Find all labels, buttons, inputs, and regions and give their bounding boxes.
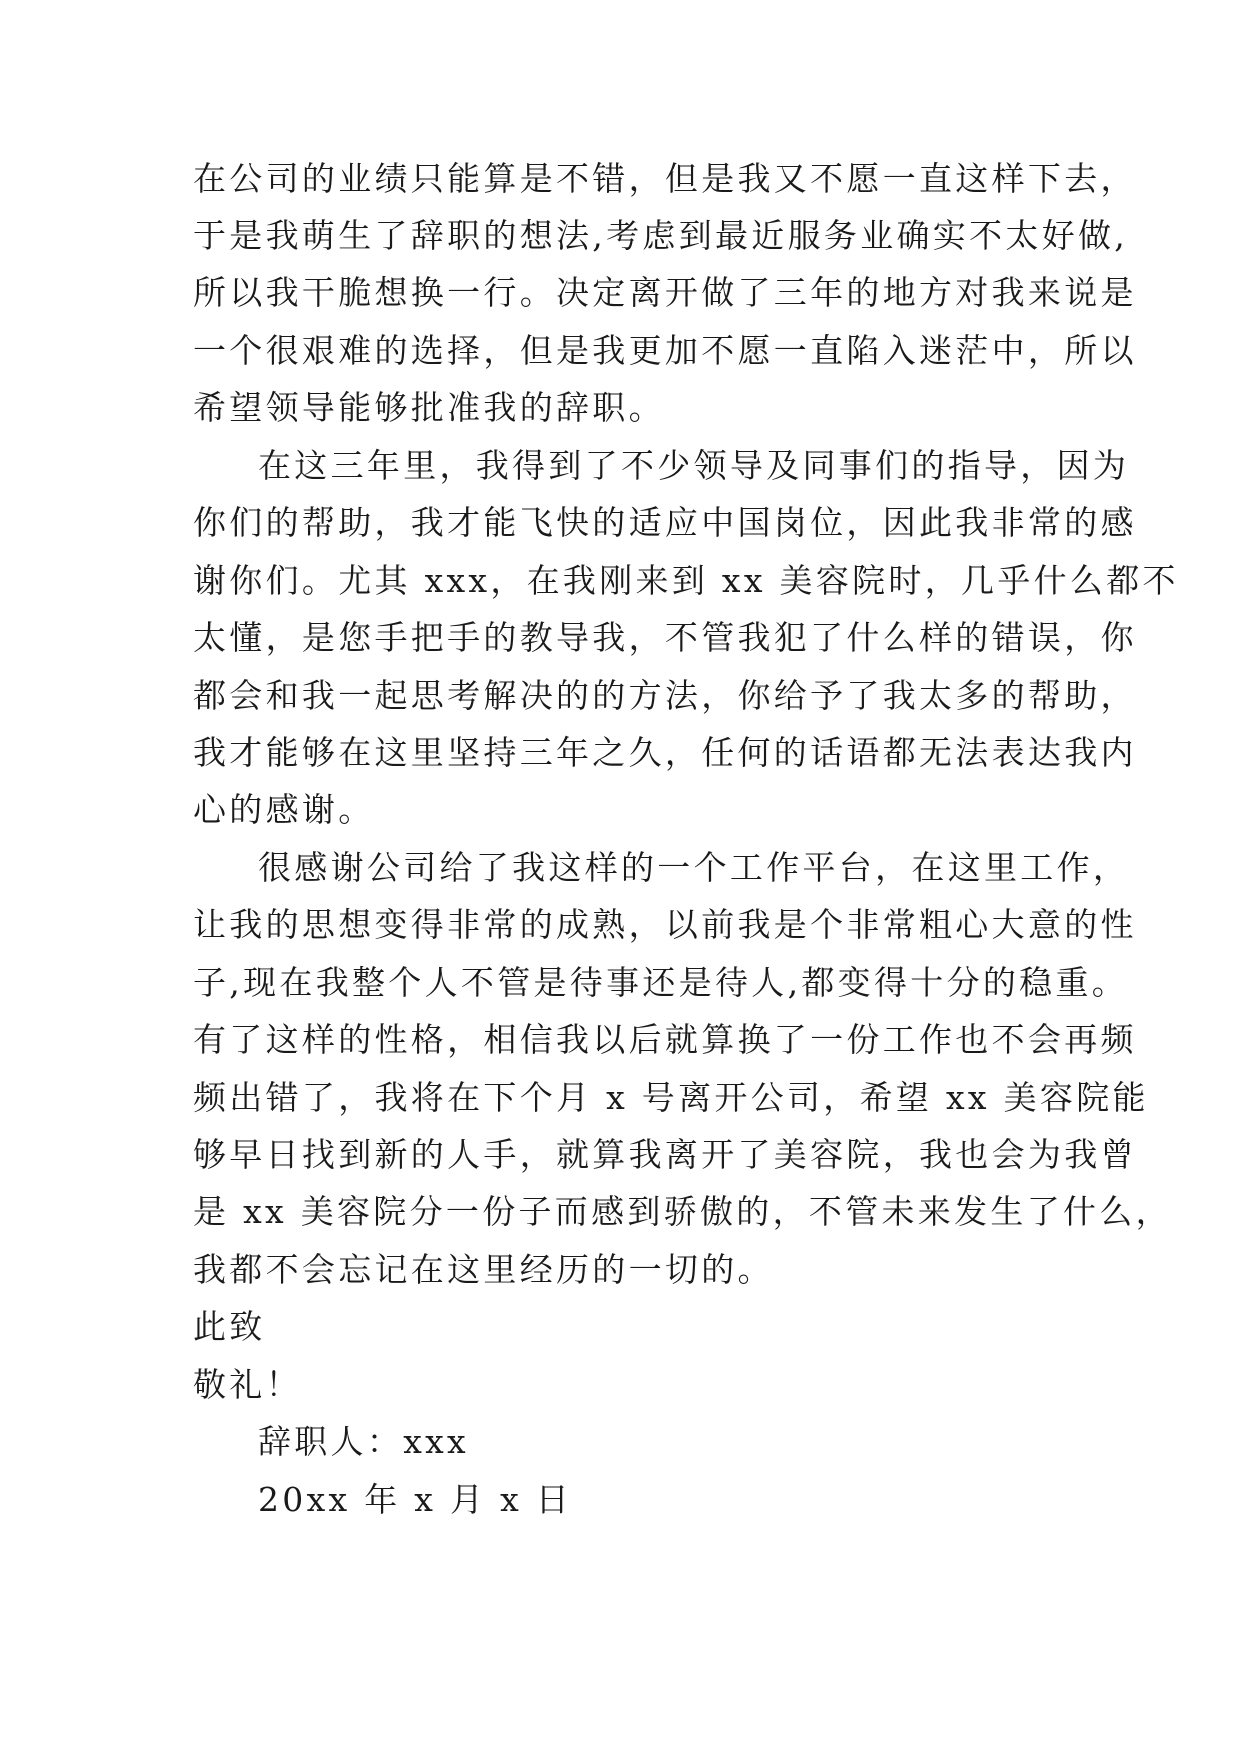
- letter-line: 很感谢公司给了我这样的一个工作平台，在这里工作，: [258, 848, 1130, 887]
- signature-line: 辞职人：xxx: [258, 1422, 469, 1461]
- letter-line: 我才能够在这里坚持三年之久，任何的话语都无法表达我内: [193, 733, 1137, 772]
- letter-line: 子,现在我整个人不管是待事还是待人,都变得十分的稳重。: [193, 963, 1129, 1002]
- letter-line: 太懂，是您手把手的教导我，不管我犯了什么样的错误，你: [193, 618, 1137, 657]
- letter-line: 你们的帮助，我才能飞快的适应中国岗位，因此我非常的感: [193, 503, 1137, 542]
- letter-line: 在公司的业绩只能算是不错，但是我又不愿一直这样下去，: [193, 159, 1137, 198]
- letter-line: 我都不会忘记在这里经历的一切的。: [193, 1250, 774, 1289]
- letter-line: 让我的思想变得非常的成熟，以前我是个非常粗心大意的性: [193, 905, 1137, 944]
- letter-line: 谢你们。尤其 xxx，在我刚来到 xx 美容院时，几乎什么都不: [193, 561, 1179, 600]
- letter-line: 有了这样的性格，相信我以后就算换了一份工作也不会再频: [193, 1020, 1137, 1059]
- letter-line: 一个很艰难的选择，但是我更加不愿一直陷入迷茫中，所以: [193, 331, 1137, 370]
- letter-line: 于是我萌生了辞职的想法,考虑到最近服务业确实不太好做,: [193, 216, 1129, 255]
- letter-line: 够早日找到新的人手，就算我离开了美容院，我也会为我曾: [193, 1135, 1137, 1174]
- letter-line: 频出错了，我将在下个月 x 号离开公司，希望 xx 美容院能: [193, 1078, 1149, 1117]
- closing-salutation: 此致: [193, 1307, 266, 1346]
- letter-line: 在这三年里，我得到了不少领导及同事们的指导，因为: [258, 446, 1130, 485]
- letter-line: 都会和我一起思考解决的的方法，你给予了我太多的帮助，: [193, 676, 1137, 715]
- letter-line: 所以我干脆想换一行。决定离开做了三年的地方对我来说是: [193, 273, 1137, 312]
- letter-line: 希望领导能够批准我的辞职。: [193, 388, 665, 427]
- closing-respect: 敬礼！: [193, 1365, 302, 1404]
- letter-line: 心的感谢。: [193, 790, 375, 829]
- letter-line: 是 xx 美容院分一份子而感到骄傲的，不管未来发生了什么，: [193, 1192, 1172, 1231]
- date-line: 20xx 年 x 月 x 日: [258, 1480, 573, 1519]
